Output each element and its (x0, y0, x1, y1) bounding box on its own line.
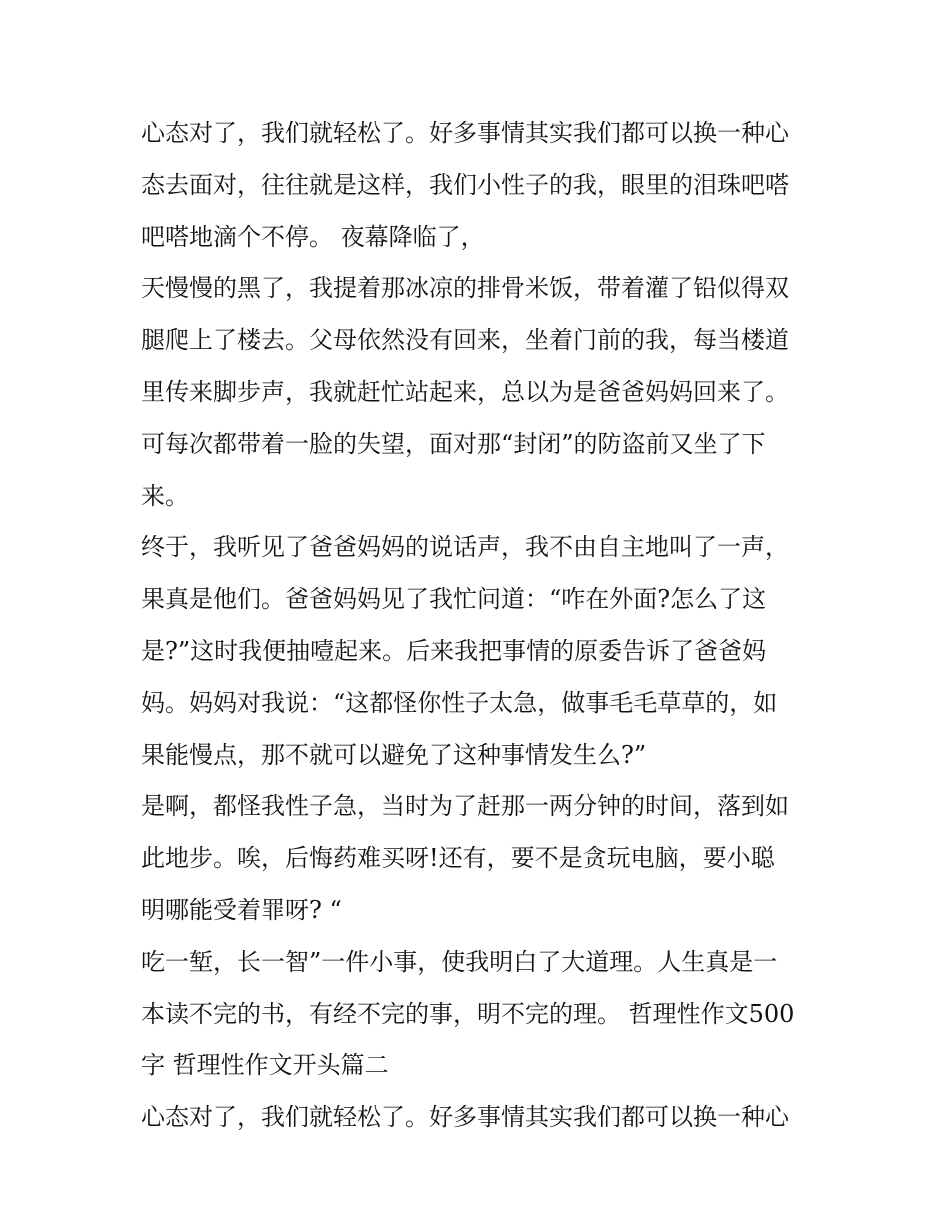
text-line: 心态对了，我们就轻松了。好多事情其实我们都可以换一种心 (141, 119, 789, 147)
text-line: 腿爬上了楼去。父母依然没有回来，坐着门前的我，每当楼道 (141, 326, 789, 355)
text-line: 本读不完的书，有经不完的事，明不完的理。 哲理性作文500 (141, 999, 795, 1028)
text-line: 明哪能受着罪呀? “ (141, 895, 342, 924)
text-line: 可每次都带着一脸的失望，面对那“封闭”的防盗前又坐了下 (141, 429, 766, 458)
text-line: 态去面对，往往就是这样，我们小性子的我，眼里的泪珠吧嗒 (141, 170, 789, 199)
text-line: 字 哲理性作文开头篇二 (141, 1051, 389, 1080)
text-line: 心态对了，我们就轻松了。好多事情其实我们都可以换一种心 (141, 1103, 789, 1132)
text-line: 妈。妈妈对我说：“这都怪你性子太急，做事毛毛草草的，如 (141, 688, 778, 717)
essay-body (141, 108, 813, 1144)
text-line: 果真是他们。爸爸妈妈见了我忙问道：“咋在外面?怎么了这 (141, 585, 767, 614)
text-line: 是啊，都怪我性子急，当时为了赶那一两分钟的时间，落到如 (141, 792, 789, 821)
text-line: 天慢慢的黑了，我提着那冰凉的排骨米饭，带着灌了铅似得双 (141, 274, 789, 303)
text-line: 是?”这时我便抽噎起来。后来我把事情的原委告诉了爸爸妈 (141, 636, 767, 665)
text-line: 里传来脚步声，我就赶忙站起来，总以为是爸爸妈妈回来了。 (141, 377, 789, 406)
text-line: 终于，我听见了爸爸妈妈的说话声，我不由自主地叫了一声， (141, 533, 789, 562)
text-line: 吃一堑，长一智”一件小事，使我明白了大道理。人生真是一 (141, 947, 778, 976)
text-line: 此地步。唉，后悔药难买呀!还有，要不是贪玩电脑，要小聪 (141, 844, 775, 873)
text-line: 来。 (141, 481, 189, 510)
text-line: 吧嗒地滴个不停。 夜幕降临了， (141, 222, 485, 251)
text-line: 果能慢点，那不就可以避免了这种事情发生么?” (141, 740, 647, 769)
